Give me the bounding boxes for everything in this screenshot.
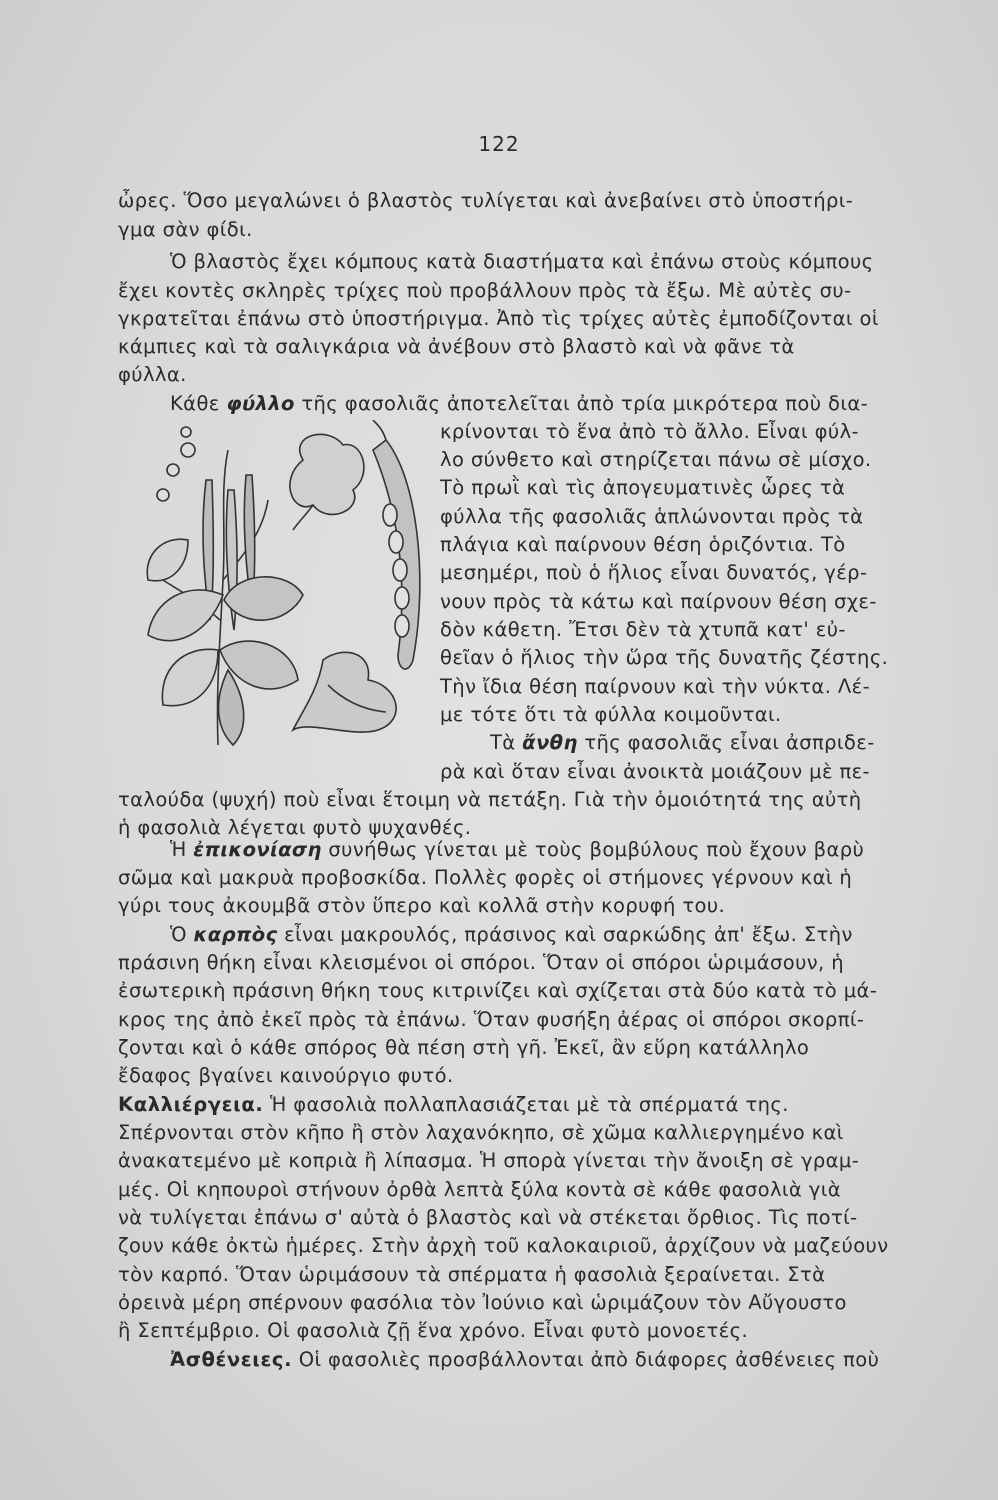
text-line: λο σύνθετο καὶ στηρίζεται πάνω σὲ μίσχο. bbox=[440, 448, 872, 471]
text-line: ζουν κάθε ὀκτὼ ἡμέρες. Στὴν ἀρχὴ τοῦ καλοκαιριοῦ, ἀρχίζουν νὰ μαζεύουν bbox=[118, 1234, 889, 1257]
text-line: Τὴν ἴδια θέση παίρνουν καὶ τὴν νύκτα. Λέ- bbox=[440, 675, 871, 698]
text-line: ἀνακατεμένο μὲ κοπριὰ ἢ λίπασμα. Ἡ σπορὰ γίνεται τὴν ἄνοιξη σὲ γραμ- bbox=[118, 1149, 860, 1172]
flower-section-drawing bbox=[293, 652, 396, 732]
text-line: γκρατεῖται ἐπάνω στὸ ὑποστήριγμα. Ἀπὸ τὶς τρίχες αὐτὲς ἐμποδίζονται οἱ bbox=[118, 307, 879, 330]
text-line: Τὸ πρωῒ καὶ τὶς ἀπογευματινὲς ὧρες τὰ bbox=[440, 476, 846, 499]
text-line: ταλούδα (ψυχή) ποὺ εἶναι ἕτοιμη νὰ πετάξη. Γιὰ τὴν ὁμοιότητά της αὐτὴ bbox=[118, 788, 862, 811]
text-line: μεσημέρι, ποὺ ὁ ἥλιος εἶναι δυνατός, γέρ- bbox=[440, 561, 868, 584]
text-line: ζονται καὶ ὁ κάθε σπόρος θὰ πέση στὴ γῆ. Ἐκεῖ, ἂν εὕρη κατάλληλο bbox=[118, 1036, 810, 1059]
text-run: τῆς φασολιᾶς εἶναι ἀσπριδε- bbox=[577, 731, 875, 754]
flowers-paragraph-start bbox=[490, 730, 948, 756]
text-line: ἡ φασολιὰ λέγεται φυτὸ ψυχανθές. bbox=[118, 816, 472, 839]
heading-diseases: Ἀσθένειες. bbox=[170, 1348, 293, 1371]
page-number: 122 bbox=[478, 132, 520, 156]
text-line: μές. Οἱ κηπουροὶ στήνουν ὀρθὰ λεπτὰ ξύλα κοντὰ σὲ κάθε φασολιὰ γιὰ bbox=[118, 1178, 841, 1201]
text-line: με τότε ὅτι τὰ φύλλα κοιμοῦνται. bbox=[440, 703, 782, 726]
text-line: θεῖαν ὁ ἥλιος τὴν ὥρα τῆς δυνατῆς ζέστης. bbox=[440, 646, 889, 669]
text-run: Οἱ φασολιὲς προσβάλλονται ἀπὸ διάφορες ἀσθένειες ποὺ bbox=[292, 1348, 880, 1371]
text-line: Ὁ βλαστὸς ἔχει κόμπους κατὰ διαστήματα καὶ ἐπάνω στοὺς κόμπους bbox=[170, 250, 874, 273]
text-line: ἐσωτερικὴ πράσινη θήκη τους κιτρινίζει καὶ σχίζεται στὰ δύο κατὰ τὸ μά- bbox=[118, 979, 878, 1002]
diseases-paragraph-start bbox=[170, 1347, 998, 1373]
text-line: σῶμα καὶ μακρυὰ προβοσκίδα. Πολλὲς φορὲς οἱ στήμονες γέρνουν καὶ ἡ bbox=[118, 866, 853, 889]
text-line: ρὰ καὶ ὅταν εἶναι ἀνοικτὰ μοιάζουν μὲ πε- bbox=[440, 760, 870, 783]
text-line: ἢ Σεπτέμβριο. Οἱ φασολιὰ ζῇ ἕνα χρόνο. Εἶναι φυτὸ μονοετές. bbox=[118, 1319, 749, 1342]
term-pollination: ἐπικονίαση bbox=[193, 838, 322, 861]
text-line: φύλλα. bbox=[118, 363, 187, 386]
text-run: εἶναι μακρουλός, πράσινος καὶ σαρκώδης ἀπ' ἔξω. Στὴν bbox=[277, 923, 853, 946]
text-run: συνήθως γίνεται μὲ τοὺς βομβύλους ποὺ ἔχουν βαρὺ bbox=[321, 838, 865, 861]
bean-plant-illustration bbox=[128, 420, 438, 750]
text-line: ἔδαφος βγαίνει καινούργιο φυτό. bbox=[118, 1064, 454, 1087]
pollination-paragraph-start bbox=[170, 837, 998, 863]
text-run: Ἡ bbox=[170, 838, 194, 861]
text-line: νὰ τυλίγεται ἐπάνω σ' αὐτὰ ὁ βλαστὸς καὶ νὰ στέκεται ὄρθιος. Τὶς ποτί- bbox=[118, 1206, 858, 1229]
term-fruit: καρπὸς bbox=[193, 923, 278, 946]
text-line: πλάγια καὶ παίρνουν θέση ὁριζόντια. Τὸ bbox=[440, 533, 846, 556]
leaf-paragraph-start bbox=[170, 391, 948, 417]
text-line: ὀρεινὰ μέρη σπέρνουν φασόλια τὸν Ἰούνιο καὶ ὡριμάζουν τὸν Αὔγουστο bbox=[118, 1291, 847, 1314]
term-flowers: ἄνθη bbox=[522, 731, 578, 754]
text-line: νουν πρὸς τὰ κάτω καὶ παίρνουν θέση σχε- bbox=[440, 590, 877, 613]
text-line: γμα σὰν φίδι. bbox=[118, 218, 253, 241]
text-line: φύλλα τῆς φασολιᾶς ἁπλώνονται πρὸς τὰ bbox=[440, 505, 864, 528]
text-line: κρος της ἀπὸ ἐκεῖ πρὸς τὰ ἐπάνω. Ὅταν φυσήξη ἀέρας οἱ σπόροι σκορπί- bbox=[118, 1008, 865, 1031]
heading-cultivation: Καλλιέργεια. bbox=[118, 1093, 264, 1116]
text-run: Κάθε bbox=[170, 392, 227, 415]
text-run: τῆς φασολιᾶς ἀποτελεῖται ἀπὸ τρία μικρότερα ποὺ δια- bbox=[294, 392, 869, 415]
flower-drawing bbox=[290, 434, 364, 514]
term-leaf: φύλλο bbox=[226, 392, 295, 415]
text-line: γύρι τους ἀκουμβᾶ στὸν ὕπερο καὶ κολλᾶ στὴν κορυφή του. bbox=[118, 894, 726, 917]
text-run: Ὁ bbox=[170, 923, 194, 946]
text-line: ὦρες. Ὅσο μεγαλώνει ὁ βλαστὸς τυλίγεται καὶ ἀνεβαίνει στὸ ὑποστήρι- bbox=[118, 189, 854, 212]
text-run: Ἡ φασολιὰ πολλαπλασιάζεται μὲ τὰ σπέρματά της. bbox=[263, 1093, 789, 1116]
text-run: Τὰ bbox=[490, 731, 523, 754]
text-line: τὸν καρπό. Ὅταν ὡριμάσουν τὰ σπέρματα ἡ φασολιὰ ξεραίνεται. Στὰ bbox=[118, 1263, 826, 1286]
text-line: κάμπιες καὶ τὰ σαλιγκάρια νὰ ἀνέβουν στὸ βλαστὸ καὶ νὰ φᾶνε τὰ bbox=[118, 335, 795, 358]
text-line: δὸν κάθετη. Ἔτσι δὲν τὰ χτυπᾶ κατ' εὐ- bbox=[440, 618, 846, 641]
text-line: Σπέρνονται στὸν κῆπο ἢ στὸν λαχανόκηπο, σὲ χῶμα καλλιεργημένο καὶ bbox=[118, 1121, 844, 1144]
bean-plant-drawing bbox=[128, 420, 438, 750]
text-line: πράσινη θήκη εἶναι κλεισμένοι οἱ σπόροι. Ὅταν οἱ σπόροι ὡριμάσουν, ἡ bbox=[118, 951, 845, 974]
cultivation-paragraph-start bbox=[118, 1092, 948, 1118]
text-line: ἔχει κοντὲς σκληρὲς τρίχες ποὺ προβάλλουν πρὸς τὰ ἔξω. Μὲ αὐτὲς συ- bbox=[118, 279, 852, 302]
fruit-paragraph-start bbox=[170, 922, 998, 948]
pod-drawing bbox=[373, 440, 420, 669]
text-line: κρίνονται τὸ ἕνα ἀπὸ τὸ ἄλλο. Εἶναι φύλ- bbox=[440, 420, 859, 443]
